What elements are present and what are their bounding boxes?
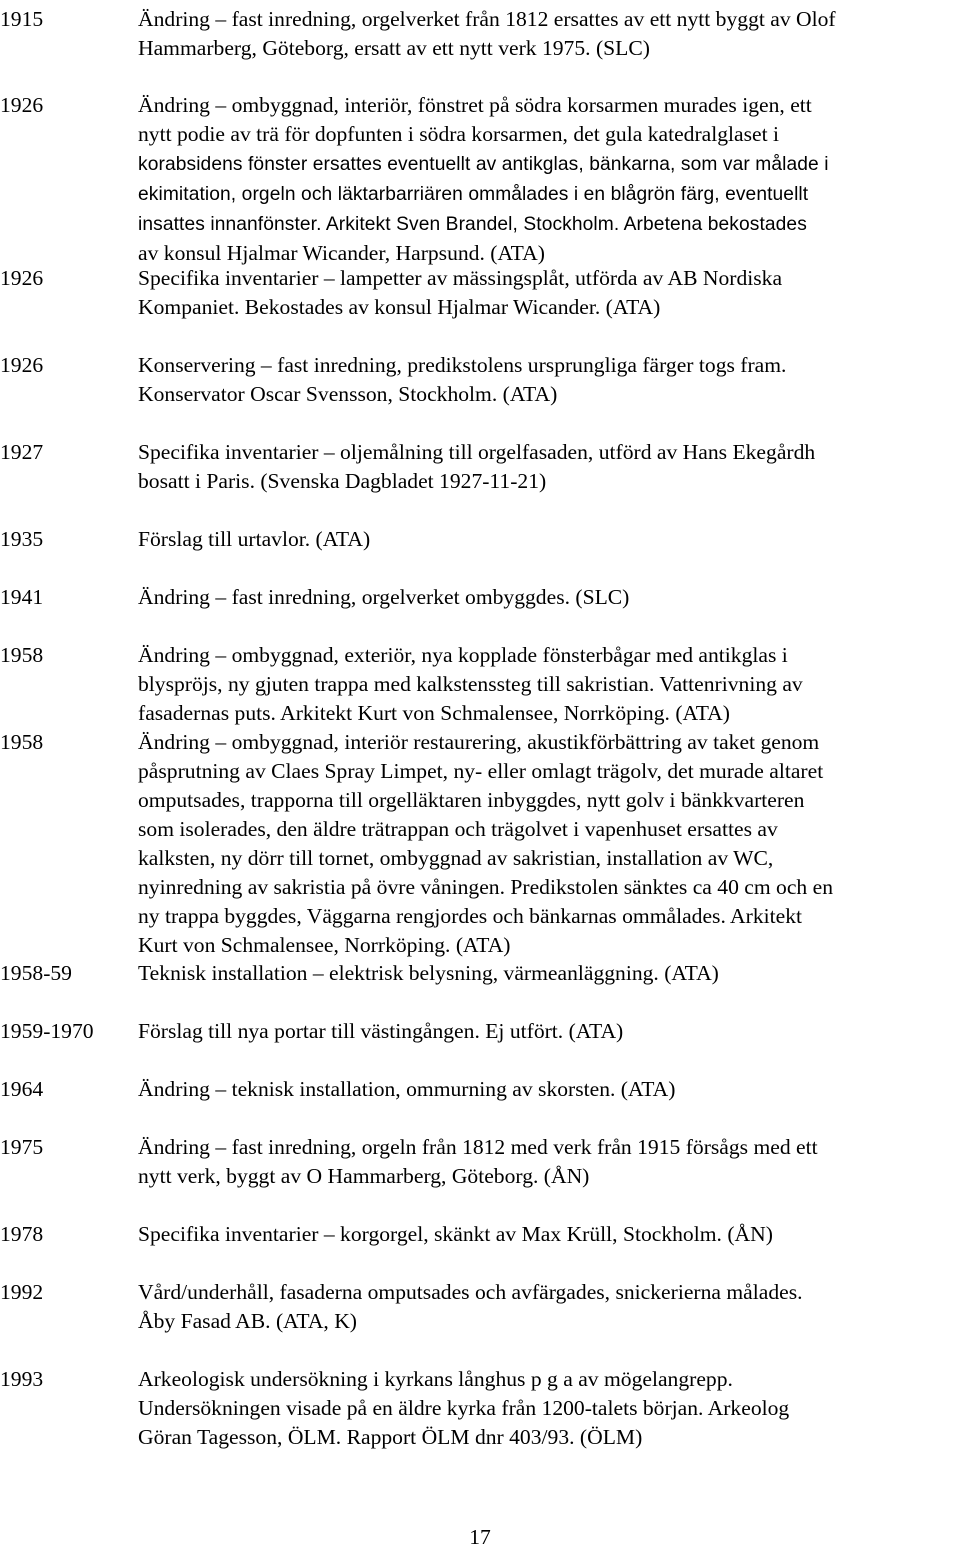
description-line [138,1278,958,1307]
text-segment: Ändring – ombyggnad, interiör, fönstret på södra korsarmen murades igen, ett [138,93,812,117]
entry-year: 1975 [0,1135,44,1159]
text-segment: av konsul Hjalmar Wicander, Harpsund. [138,241,491,265]
entry-description [138,1075,958,1104]
entry-year: 1958 [0,730,44,754]
description-line [138,641,958,670]
entry-year: 1915 [0,7,44,31]
text-segment: Göran Tagesson, ÖLM. Rapport ÖLM dnr 403/93. (ÖLM) [138,1425,643,1449]
text-segment: (ATA) [490,241,545,265]
entry-description [138,264,958,322]
description-line [138,728,958,757]
description-line [138,1075,958,1104]
entry-year: 1926 [0,266,44,290]
entry-year: 1993 [0,1367,44,1391]
description-line [138,1394,958,1423]
entry-year: 1926 [0,353,44,377]
description-line [138,786,958,815]
description-line [138,120,958,149]
text-segment: Ändring – ombyggnad, exteriör, nya kopplade fönsterbågar med antikglas i [138,643,788,667]
description-line [138,209,958,239]
entry-description [138,351,958,409]
description-line [138,525,958,554]
description-line [138,91,958,120]
entry-description [138,438,958,496]
entry-description [138,728,958,960]
description-line [138,149,958,179]
text-segment: Undersökningen visade på en äldre kyrka från 1200-talets början. Arkeolog [138,1396,790,1420]
text-segment: som isolerades, den äldre trätrappan och trägolvet i vapenhuset ersattes av [138,817,778,841]
text-segment: påsprutning av Claes Spray Limpet, ny- eller omlagt trägolv, det murade altaret [138,759,824,783]
entry-year: 1964 [0,1077,44,1101]
entry-year: 1927 [0,440,44,464]
entry-year: 1926 [0,93,44,117]
text-segment: Specifika inventarier – oljemålning till orgelfasaden, utförd av Hans Ekegårdh [138,440,816,464]
description-line [138,699,958,728]
entry-description [138,959,958,988]
description-line [138,380,958,409]
text-segment: kalksten, ny dörr till tornet, ombyggnad av sakristian, installation av WC, [138,846,774,870]
text-segment: insattes innanfönster. Arkitekt Sven Brandel, Stockholm. Arbetena bekostades [138,214,807,235]
entry-year: 1978 [0,1222,44,1246]
text-segment: nytt podie av trä för dopfunten i södra korsarmen, det gula katedralglaset i [138,122,780,146]
text-segment: Kurt von Schmalensee, Norrköping. (ATA) [138,933,511,957]
entry-description [138,91,958,268]
text-segment: Ändring – teknisk installation, ommurning av skorsten. (ATA) [138,1077,676,1101]
text-segment: bosatt i Paris. (Svenska Dagbladet 1927-11-21) [138,469,547,493]
entry-year: 1958-59 [0,961,72,985]
entry-description [138,525,958,554]
text-segment: Konservering – fast inredning, predikstolens ursprungliga färger togs fram. [138,353,787,377]
description-line [138,844,958,873]
text-segment: fasadernas puts. Arkitekt Kurt von Schmalensee, Norrköping. (ATA) [138,701,730,725]
text-segment: Förslag till nya portar till västingången. Ej utfört. (ATA) [138,1019,624,1043]
description-line [138,1423,958,1452]
description-line [138,293,958,322]
description-line [138,179,958,209]
description-line [138,1162,958,1191]
description-line [138,438,958,467]
text-segment: Teknisk installation – elektrisk belysning, värmeanläggning. (ATA) [138,961,719,985]
entry-description [138,583,958,612]
text-segment: Specifika inventarier – lampetter av mässingsplåt, utförda av AB Nordiska [138,266,783,290]
description-line [138,1365,958,1394]
description-line [138,1017,958,1046]
text-segment: Ändring – fast inredning, orgelverket från 1812 ersattes av ett nytt byggt av Olof [138,7,836,31]
entry-description [138,1017,958,1046]
text-segment: Förslag till urtavlor. (ATA) [138,527,371,551]
text-segment: Ändring – fast inredning, orgelverket ombyggdes. (SLC) [138,585,630,609]
description-line [138,34,958,63]
entry-year: 1958 [0,643,44,667]
entry-year: 1935 [0,527,44,551]
description-line [138,902,958,931]
description-line [138,873,958,902]
description-line [138,931,958,960]
text-segment: ny trappa byggdes, Väggarna rengjordes och bänkarnas ommålades. Arkitekt [138,904,803,928]
entry-description [138,1220,958,1249]
text-segment: Konservator Oscar Svensson, Stockholm. (ATA) [138,382,558,406]
description-line [138,1307,958,1336]
description-line [138,670,958,699]
entry-description [138,1133,958,1191]
text-segment: blyspröjs, ny gjuten trappa med kalkstenssteg till sakristian. Vattenrivning av [138,672,803,696]
entry-description [138,1278,958,1336]
text-segment: Ändring – fast inredning, orgeln från 1812 med verk från 1915 försågs med ett [138,1135,818,1159]
text-segment: ekimitation, orgeln och läktarbarriären ommålades i en blågrön färg, eventuellt [138,184,809,205]
entry-description [138,641,958,728]
entry-description [138,1365,958,1452]
text-segment: Hammarberg, Göteborg, ersatt av ett nytt verk 1975. (SLC) [138,36,650,60]
text-segment: nyinredning av sakristia på övre våningen. Predikstolen sänktes ca 40 cm och en [138,875,834,899]
text-segment: Arkeologisk undersökning i kyrkans långhus p g a av mögelangrepp. [138,1367,733,1391]
description-line [138,1220,958,1249]
text-segment: Åby Fasad AB. (ATA, K) [138,1309,357,1333]
description-line [138,351,958,380]
description-line [138,959,958,988]
entry-description [138,5,958,63]
description-line [138,815,958,844]
entry-year: 1959-1970 [0,1019,94,1043]
text-segment: Ändring – ombyggnad, interiör restaurering, akustikförbättring av taket genom [138,730,820,754]
entry-year: 1941 [0,585,44,609]
text-segment: omputsades, trapporna till orgelläktaren inbyggdes, nytt golv i bänkkvarteren [138,788,805,812]
text-segment: Specifika inventarier – korgorgel, skänkt av Max Krüll, Stockholm. (ÅN) [138,1222,773,1246]
description-line [138,1133,958,1162]
text-segment: nytt verk, byggt av O Hammarberg, Göteborg. (ÅN) [138,1164,590,1188]
text-segment: Kompaniet. Bekostades av konsul Hjalmar Wicander. (ATA) [138,295,661,319]
description-line [138,757,958,786]
description-line [138,583,958,612]
description-line [138,467,958,496]
entry-year: 1992 [0,1280,44,1304]
description-line [138,5,958,34]
description-line [138,264,958,293]
page-number: 17 [469,1525,491,1549]
text-segment: korabsidens fönster ersattes eventuellt av antikglas, bänkarna, som var målade i [138,154,829,175]
text-segment: Vård/underhåll, fasaderna omputsades och avfärgades, snickerierna målades. [138,1280,803,1304]
